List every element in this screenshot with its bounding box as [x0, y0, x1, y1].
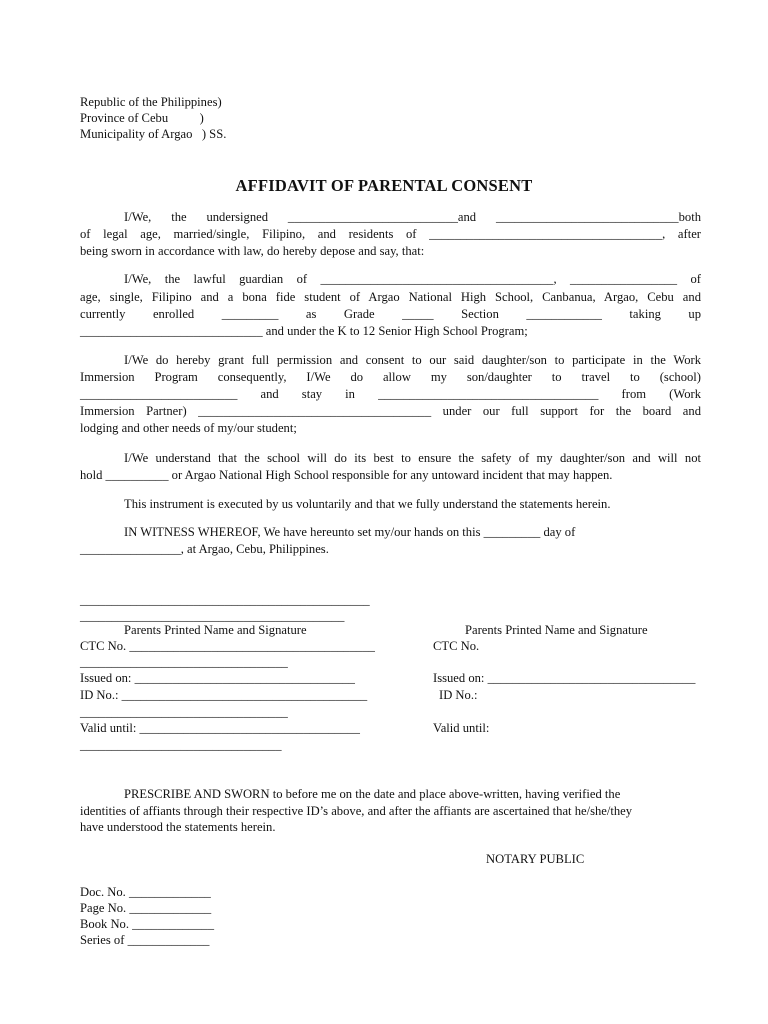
- valid-right: Valid until:: [433, 721, 490, 735]
- para3-line2: Immersion Program consequently, I/We do allow my son/daughter to travel to (school): [80, 370, 701, 384]
- id-left-continued: _________________________________: [80, 705, 288, 719]
- oath-line1: PRESCRIBE AND SWORN to before me on the date and place above-written, having verified the: [124, 787, 621, 801]
- oath-line2: identities of affiants through their respective ID’s above, and after the affiants are ascertained that he/she/they: [80, 804, 633, 818]
- para5: This instrument is executed by us voluntarily and that we fully understand the statements herein.: [124, 497, 611, 511]
- issued-right: Issued on: _________________________________: [433, 671, 696, 685]
- header-province: Province of Cebu ): [80, 111, 204, 125]
- para2-line2: age, single, Filipino and a bona fide student of Argao National High School, Canbanua, Argao, Cebu and: [80, 290, 701, 304]
- notary-public-label: NOTARY PUBLIC: [486, 852, 585, 866]
- ctc-left-continued: _________________________________: [80, 655, 288, 669]
- signature-line-left-2: __________________________________________: [80, 609, 345, 623]
- issued-left: Issued on: ___________________________________: [80, 671, 355, 685]
- para2-line3: currently enrolled _________ as Grade _____ Section ____________ taking up: [80, 307, 701, 321]
- doc-no: Doc. No. _____________: [80, 885, 211, 899]
- valid-left-continued: ________________________________: [80, 738, 282, 752]
- para3-line4: Immersion Partner) _____________________________________ under our full support for the board and: [80, 404, 701, 418]
- para1-line1: I/We, the undersigned ___________________________and _____________________________both: [124, 210, 701, 224]
- para1-line2: of legal age, married/single, Filipino, and residents of _____________________________________, after: [80, 227, 701, 241]
- para6-line1: IN WITNESS WHEREOF, We have hereunto set my/our hands on this _________ day of: [124, 525, 576, 539]
- para4-line2: hold __________ or Argao National High School responsible for any untoward incident that may happen.: [80, 468, 613, 482]
- header-republic: Republic of the Philippines): [80, 95, 222, 109]
- para3-line3: _________________________ and stay in ___________________________________ from (Work: [80, 387, 701, 401]
- id-left: ID No.: _______________________________________: [80, 688, 368, 702]
- document-title: AFFIDAVIT OF PARENTAL CONSENT: [235, 176, 533, 195]
- para3-line1: I/We do hereby grant full permission and consent to our said daughter/son to participate in the Work: [124, 353, 701, 367]
- page-no: Page No. _____________: [80, 901, 212, 915]
- valid-left: Valid until: ___________________________________: [80, 721, 360, 735]
- oath-line3: have understood the statements herein.: [80, 820, 276, 834]
- series-of: Series of _____________: [80, 933, 210, 947]
- para3-line5: lodging and other needs of my/our student;: [80, 421, 297, 435]
- ctc-right: CTC No.: [433, 639, 480, 653]
- para2-line1: I/We, the lawful guardian of _____________________________________, _________________ of: [124, 272, 701, 286]
- ctc-left: CTC No. _______________________________________: [80, 639, 375, 653]
- signature-label-left: Parents Printed Name and Signature: [124, 623, 307, 637]
- para2-line4: _____________________________ and under the K to 12 Senior High School Program;: [80, 324, 528, 338]
- signature-line-left-1: ______________________________________________: [80, 593, 370, 607]
- book-no: Book No. _____________: [80, 917, 214, 931]
- id-right: ID No.:: [439, 688, 478, 702]
- para6-line2: ________________, at Argao, Cebu, Philippines.: [80, 542, 329, 556]
- signature-label-right: Parents Printed Name and Signature: [465, 623, 648, 637]
- para4-line1: I/We understand that the school will do its best to ensure the safety of my daughter/son and will not: [124, 451, 701, 465]
- para1-line3: being sworn in accordance with law, do hereby depose and say, that:: [80, 244, 425, 258]
- header-municipality: Municipality of Argao ) SS.: [80, 127, 227, 141]
